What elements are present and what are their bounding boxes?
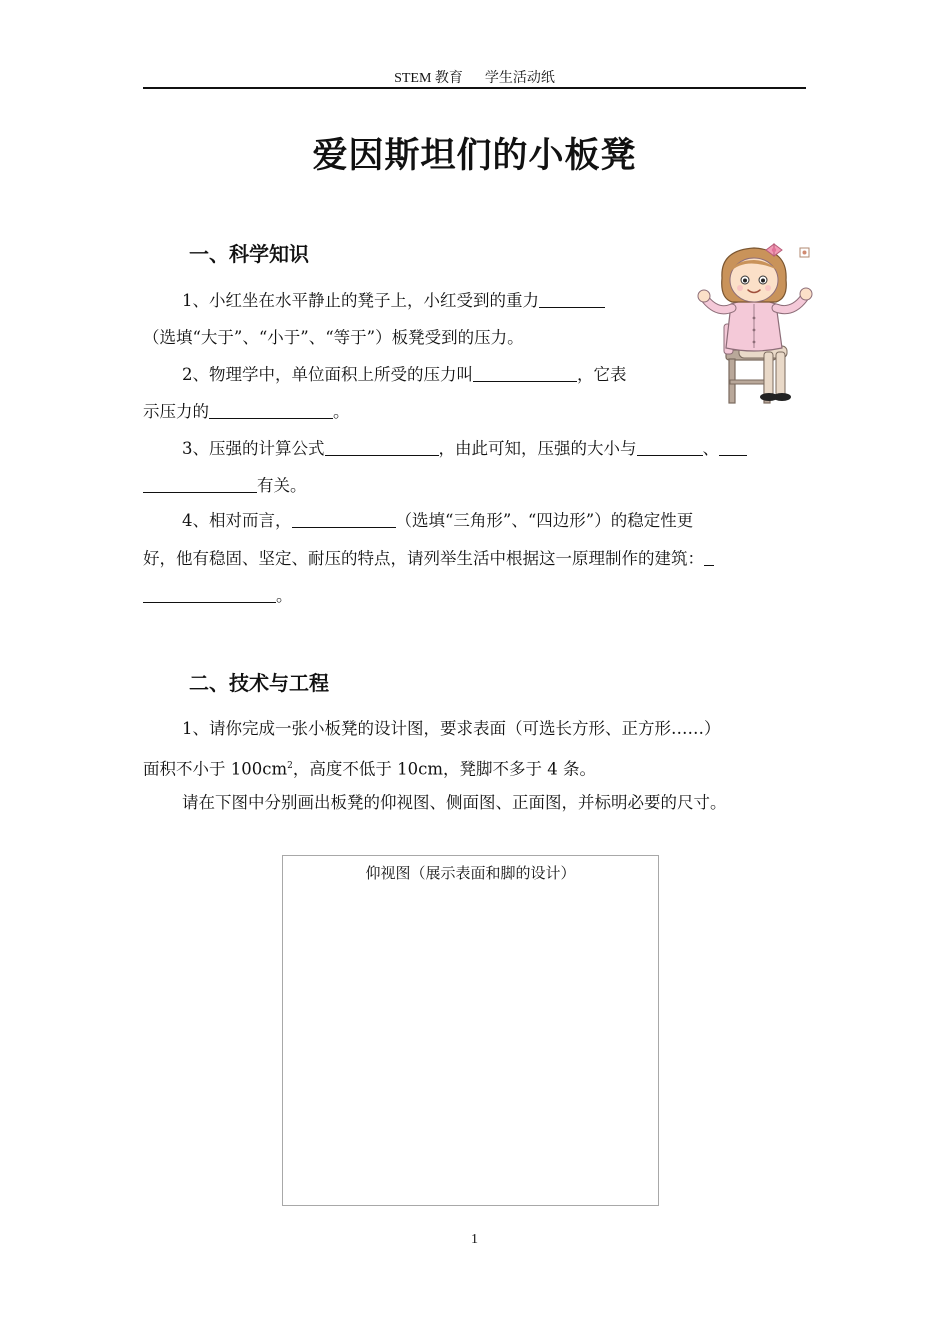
superscript-2: 2	[287, 761, 293, 771]
s2-line2: 面积不小于 $100cm^2$，高度不低于 10cm，凳脚不多于 4 条。	[143, 759, 596, 779]
s2-line1: 1、请你完成一张小板凳的设计图，要求表面（可选长方形、正方形……）	[182, 719, 721, 738]
section1-heading: 一、科学知识	[189, 242, 309, 266]
q2-line2: 示压力的 。	[143, 402, 350, 421]
header-rule	[143, 87, 806, 89]
box-caption: 仰视图（展示表面和脚的设计）	[365, 864, 576, 882]
q4-line2: 好，他有稳固、坚定、耐压的特点，请列举生活中根据这一原理制作的建筑：	[143, 548, 714, 570]
s2-line3: 请在下图中分别画出板凳的仰视图、侧面图、正面图，并标明必要的尺寸。	[182, 793, 727, 812]
q2-line1: 2、物理学中，单位面积上所受的压力叫 ，它表	[182, 365, 627, 384]
page-number: 1	[471, 1232, 478, 1247]
q3-blank-3b[interactable]	[143, 476, 257, 493]
q1-blank[interactable]	[539, 291, 605, 308]
q2-blank-1[interactable]	[473, 365, 577, 382]
girl-on-stool-illustration	[696, 242, 814, 408]
page-title: 爱因斯坦们的小板凳	[312, 136, 637, 176]
q4-blank-1[interactable]	[292, 511, 396, 528]
q3-blank-2[interactable]	[637, 439, 703, 456]
q1-line2: （选填“大于”、“小于”、“等于”）板凳受到的压力。	[143, 328, 524, 347]
header-right: 学生活动纸	[484, 71, 555, 86]
q3-blank-3a[interactable]	[719, 439, 747, 456]
q3-line2: 有关。	[143, 475, 307, 497]
q4-line3: 。	[143, 585, 293, 607]
q4-blank-2b[interactable]	[143, 586, 276, 603]
q3-blank-1[interactable]	[325, 439, 439, 456]
bottom-view-drawing-box[interactable]	[282, 855, 659, 1206]
q1-line1: 1、小红坐在水平静止的凳子上，小红受到的重力	[182, 290, 605, 312]
q4-blank-2a[interactable]	[704, 549, 714, 566]
q4-line1: 4、相对而言， （选填“三角形”、“四边形”）的稳定性更	[182, 511, 694, 530]
header-left: STEM 教育	[394, 71, 463, 86]
q2-blank-2[interactable]	[209, 402, 333, 419]
page-header	[143, 67, 806, 87]
section2-heading: 二、技术与工程	[189, 671, 329, 695]
q3-line1: 3、压强的计算公式 ，由此可知，压强的大小与 、	[182, 438, 747, 460]
